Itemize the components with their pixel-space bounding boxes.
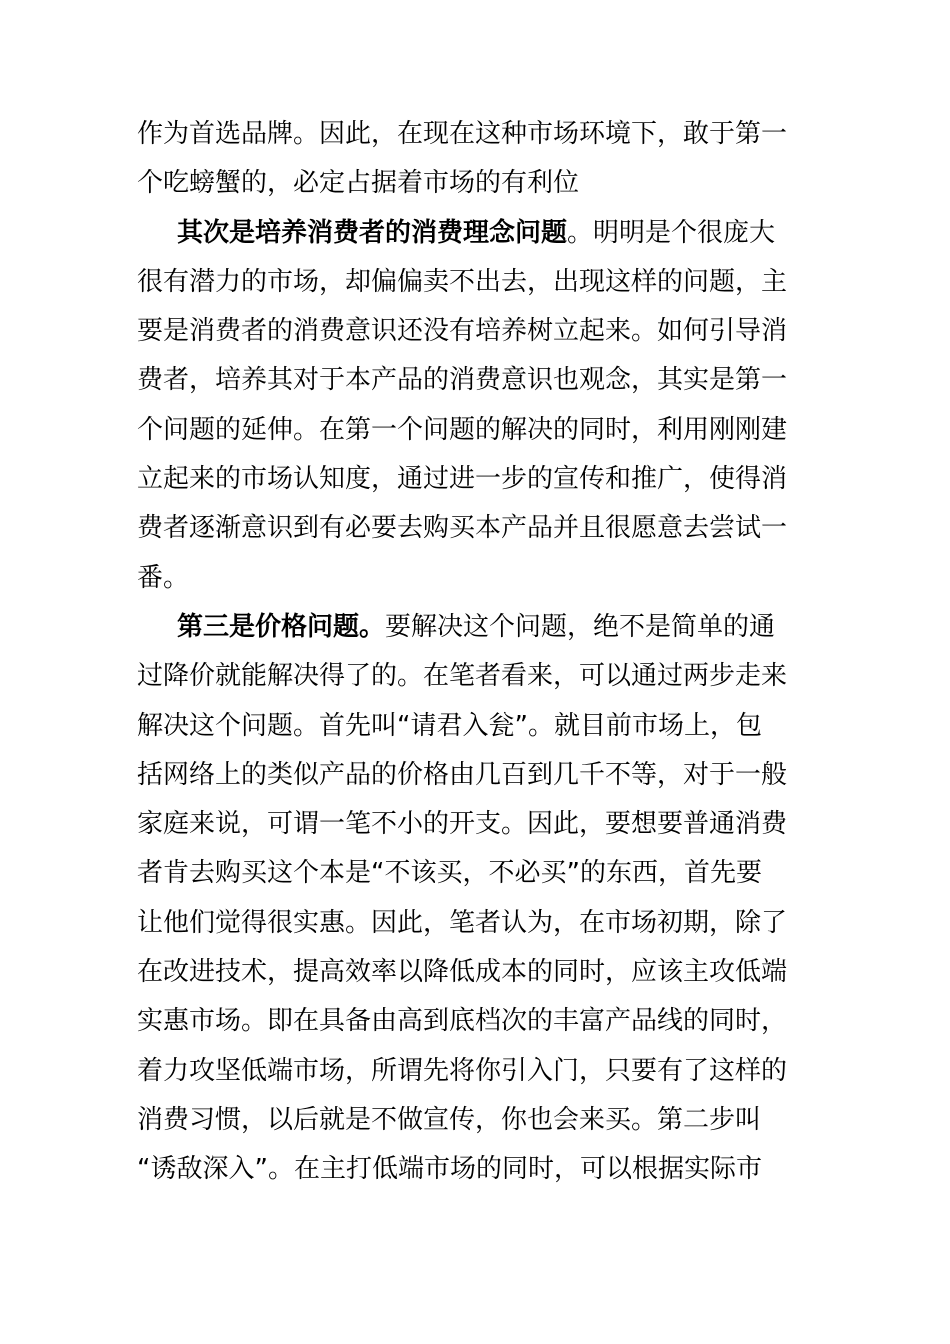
paragraph-heading: 第三是价格问题。	[177, 611, 386, 642]
paragraph-2	[137, 209, 837, 603]
text-line: 家庭来说，可谓一笔不小的开支。因此，要想要普通消费	[137, 809, 788, 840]
text-line: 个吃螃蟹的，必定占据着市场的有利位	[137, 168, 580, 199]
text-span: 要解决这个问题，绝不是简单的通	[385, 611, 776, 642]
text-line: 着力攻坚低端市场，所谓先将你引入门，只要有了这样的	[137, 1055, 788, 1086]
text-line: 解决这个问题。首先叫“请君入瓮”。就目前市场上，包	[137, 710, 762, 741]
text-line: 立起来的市场认知度，通过进一步的宣传和推广，使得消	[137, 464, 788, 495]
text-line: 消费习惯，以后就是不做宣传，你也会来买。第二步叫	[137, 1104, 762, 1135]
text-line: “诱敌深入”。在主打低端市场的同时，可以根据实际市	[137, 1154, 762, 1185]
text-span: 。明明是个很庞大	[567, 217, 776, 248]
paragraph-3	[137, 603, 837, 1195]
paragraph-heading: 其次是培养消费者的消费理念问题	[177, 217, 568, 248]
text-line	[137, 209, 837, 258]
text-line: 让他们觉得很实惠。因此，笔者认为，在市场初期，除了	[137, 907, 788, 938]
text-line: 很有潜力的市场，却偏偏卖不出去，出现这样的问题，主	[137, 266, 788, 297]
paragraph-1	[137, 110, 837, 209]
text-line: 费者，培养其对于本产品的消费意识也观念，其实是第一	[137, 365, 788, 396]
text-line: 实惠市场。即在具备由高到底档次的丰富产品线的同时，	[137, 1006, 788, 1037]
document-body	[137, 110, 837, 1195]
text-line: 费者逐渐意识到有必要去购买本产品并且很愿意去尝试一	[137, 513, 788, 544]
text-line: 番。	[137, 562, 190, 593]
text-line: 者肯去购买这个本是“不该买，不必买”的东西，首先要	[137, 858, 762, 889]
text-line	[137, 603, 837, 652]
text-line: 要是消费者的消费意识还没有培养树立起来。如何引导消	[137, 316, 788, 347]
text-line: 过降价就能解决得了的。在笔者看来，可以通过两步走来	[137, 661, 788, 692]
text-line: 个问题的延伸。在第一个问题的解决的同时，利用刚刚建	[137, 414, 788, 445]
text-line: 括网络上的类似产品的价格由几百到几千不等，对于一般	[137, 759, 788, 790]
text-line: 作为首选品牌。因此，在现在这种市场环境下，敢于第一	[137, 119, 788, 149]
text-line: 在改进技术，提高效率以降低成本的同时，应该主攻低端	[137, 957, 788, 988]
